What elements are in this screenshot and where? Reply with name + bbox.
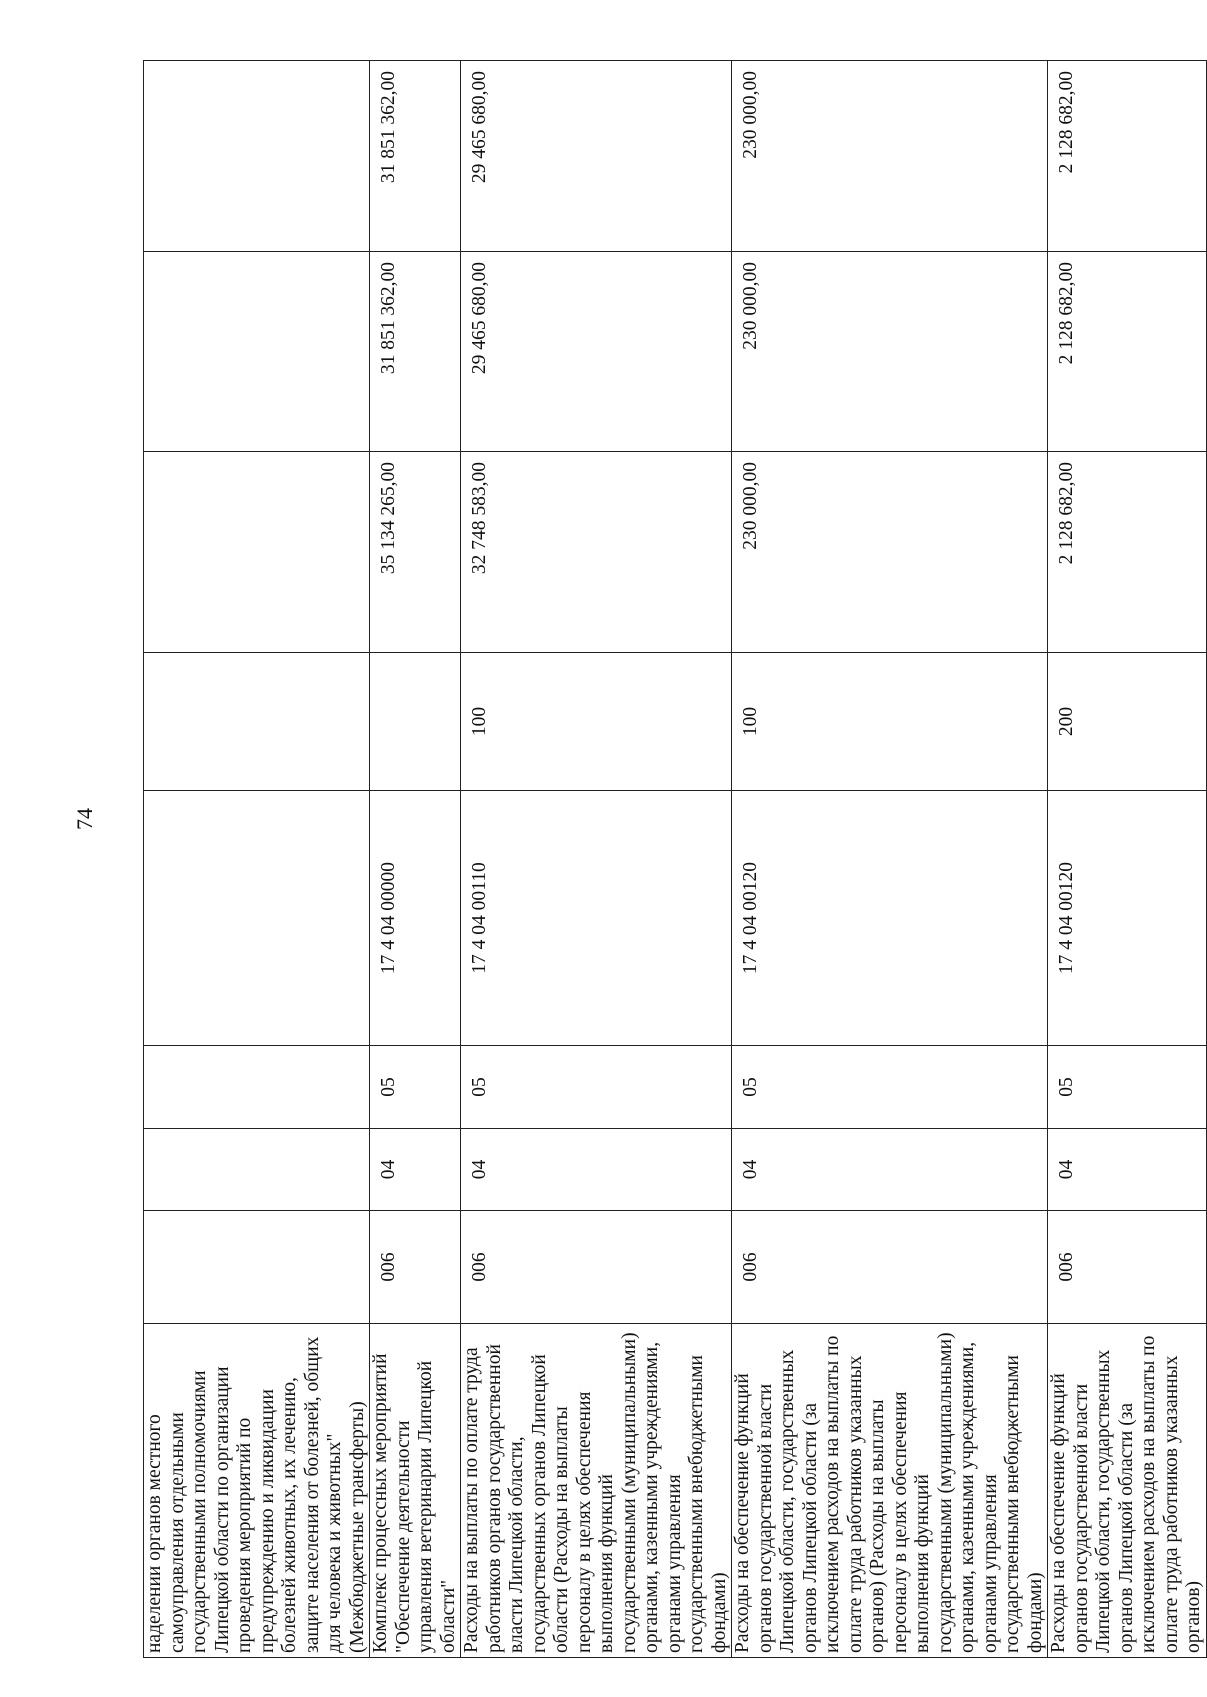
row-name-cell: Расходы на обеспечение функций органов государственной власти Липецкой области, государственных органов Липецкой области (за исключением расходов на выплаты по оплате труда работников указанных органов) (Расходы на выплаты персоналу в целях обеспечения выполнения функций государственными (муниципальными) органами, казенными учреждениями, органами управления государственными внебюджетными фондами): [732, 1324, 1048, 1658]
table-row: [732, 61, 1048, 1658]
amount-cell: 230 000,00: [732, 252, 1048, 452]
target-code-cell: 17 4 04 00110: [461, 791, 732, 1046]
admin-code-cell: 006: [732, 1211, 1048, 1324]
section-code-cell: [144, 1129, 370, 1211]
admin-code-cell: [144, 1211, 370, 1324]
row-name-cell: наделении органов местного самоуправления отдельными государственными полномочиями Липецкой области по организации проведения мероприятий по предупреждению и ликвидации болезней животных, их лечению, защите населения от болезней, общих для человека и животных" (Межбюджетные трансферты): [144, 1324, 370, 1658]
amount-cell: 29 465 680,00: [461, 61, 732, 252]
row-name-cell: Расходы на обеспечение функций органов государственной власти Липецкой области, государственных органов Липецкой области (за исключением расходов на выплаты по оплате труда работников указанных органов): [1048, 1324, 1207, 1658]
subsection-code-cell: [144, 1046, 370, 1129]
row-name-cell: Расходы на выплаты по оплате труда работников органов государственной власти Липецкой области, государственных органов Липецкой области (Расходы на выплаты персоналу в целях обеспечения выполнения функций государственными (муниципальными) органами, казенными учреждениями, органами управления государственными внебюджетными фондами): [461, 1324, 732, 1658]
subsection-code-cell: 05: [732, 1046, 1048, 1129]
section-code-cell: 04: [1048, 1129, 1207, 1211]
subsection-code-cell: 05: [370, 1046, 461, 1129]
table-row: [1048, 61, 1207, 1658]
expense-type-cell: 200: [1048, 653, 1207, 791]
admin-code-cell: 006: [461, 1211, 732, 1324]
page-number: 74: [72, 808, 97, 830]
target-code-cell: [144, 791, 370, 1046]
table-row: [370, 61, 461, 1658]
admin-code-cell: 006: [1048, 1211, 1207, 1324]
section-code-cell: 04: [461, 1129, 732, 1211]
section-code-cell: 04: [370, 1129, 461, 1211]
target-code-cell: 17 4 04 00120: [1048, 791, 1207, 1046]
table-row: [461, 61, 732, 1658]
subsection-code-cell: 05: [461, 1046, 732, 1129]
table-row: [144, 61, 370, 1658]
amount-cell: 2 128 682,00: [1048, 252, 1207, 452]
amount-cell: 32 748 583,00: [461, 452, 732, 653]
subsection-code-cell: 05: [1048, 1046, 1207, 1129]
amount-cell: 2 128 682,00: [1048, 61, 1207, 252]
amount-cell: 29 465 680,00: [461, 252, 732, 452]
amount-cell: 2 128 682,00: [1048, 452, 1207, 653]
admin-code-cell: 006: [370, 1211, 461, 1324]
amount-cell: [144, 452, 370, 653]
amount-cell: [144, 61, 370, 252]
amount-cell: [144, 252, 370, 452]
expense-type-cell: [144, 653, 370, 791]
row-name-cell: Комплекс процессных мероприятий "Обеспечение деятельности управления ветеринарии Липецкой области": [370, 1324, 461, 1658]
target-code-cell: 17 4 04 00000: [370, 791, 461, 1046]
amount-cell: 31 851 362,00: [370, 252, 461, 452]
expense-type-cell: 100: [461, 653, 732, 791]
amount-cell: 230 000,00: [732, 452, 1048, 653]
amount-cell: 31 851 362,00: [370, 61, 461, 252]
section-code-cell: 04: [732, 1129, 1048, 1211]
amount-cell: 230 000,00: [732, 61, 1048, 252]
budget-table: [143, 60, 1207, 1658]
expense-type-cell: [370, 653, 461, 791]
amount-cell: 35 134 265,00: [370, 452, 461, 653]
target-code-cell: 17 4 04 00120: [732, 791, 1048, 1046]
expense-type-cell: 100: [732, 653, 1048, 791]
